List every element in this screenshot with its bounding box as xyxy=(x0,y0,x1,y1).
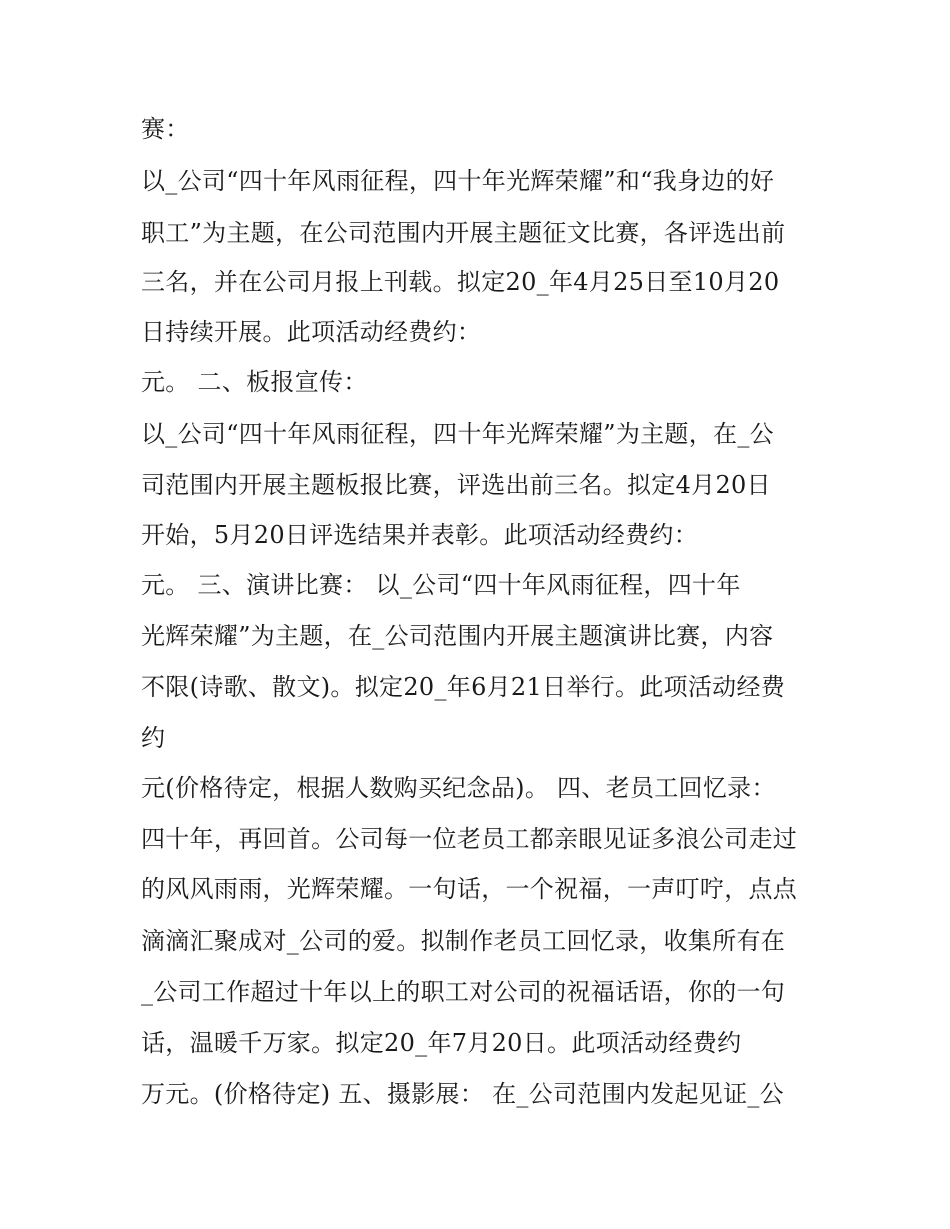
text-line: 光辉荣耀”为主题，在_公司范围内开展主题演讲比赛，内容 xyxy=(141,622,774,650)
text-line: 四十年，再回首。公司每一位老员工都亲眼见证多浪公司走过 xyxy=(141,825,798,853)
text-line: 话，温暖千万家。拟定20_年7月20日。此项活动经费约 xyxy=(141,1029,742,1057)
text-line: 元。 二、板报宣传： xyxy=(141,368,368,396)
text-line: 万元。(价格待定) 五、摄影展： 在_公司范围内发起见证_公 xyxy=(141,1080,784,1108)
text-line: 元。 三、演讲比赛： 以_公司“四十年风雨征程，四十年 xyxy=(141,571,741,599)
text-line: 不限(诗歌、散文)。拟定20_年6月21日举行。此项活动经费 xyxy=(141,673,786,701)
text-line: 约 xyxy=(141,724,166,752)
text-line: 司范围内开展主题板报比赛，评选出前三名。拟定4月20日 xyxy=(141,471,771,499)
text-line: 元(价格待定，根据人数购买纪念品)。 四、老员工回忆录： xyxy=(141,774,776,802)
text-line: 滴滴汇聚成对_公司的爱。拟制作老员工回忆录，收集所有在 xyxy=(141,927,786,955)
text-line: 以_公司“四十年风雨征程，四十年光辉荣耀”为主题，在_公 xyxy=(141,420,774,448)
text-line: 的风风雨雨，光辉荣耀。一句话，一个祝福，一声叮咛，点点 xyxy=(141,875,798,903)
text-line: 职工”为主题，在公司范围内开展主题征文比赛，各评选出前 xyxy=(141,219,786,247)
text-line: 日持续开展。此项活动经费约： xyxy=(141,318,482,346)
text-line: 赛： xyxy=(141,115,190,143)
text-line: 以_公司“四十年风雨征程，四十年光辉荣耀”和“我身边的好 xyxy=(141,167,775,195)
text-line: _公司工作超过十年以上的职工对公司的祝福话语，你的一句 xyxy=(141,978,786,1006)
text-line: 三名，并在公司月报上刊载。拟定20_年4月25日至10月20 xyxy=(141,268,780,296)
text-line: 开始，5月20日评选结果并表彰。此项活动经费约： xyxy=(141,521,699,549)
